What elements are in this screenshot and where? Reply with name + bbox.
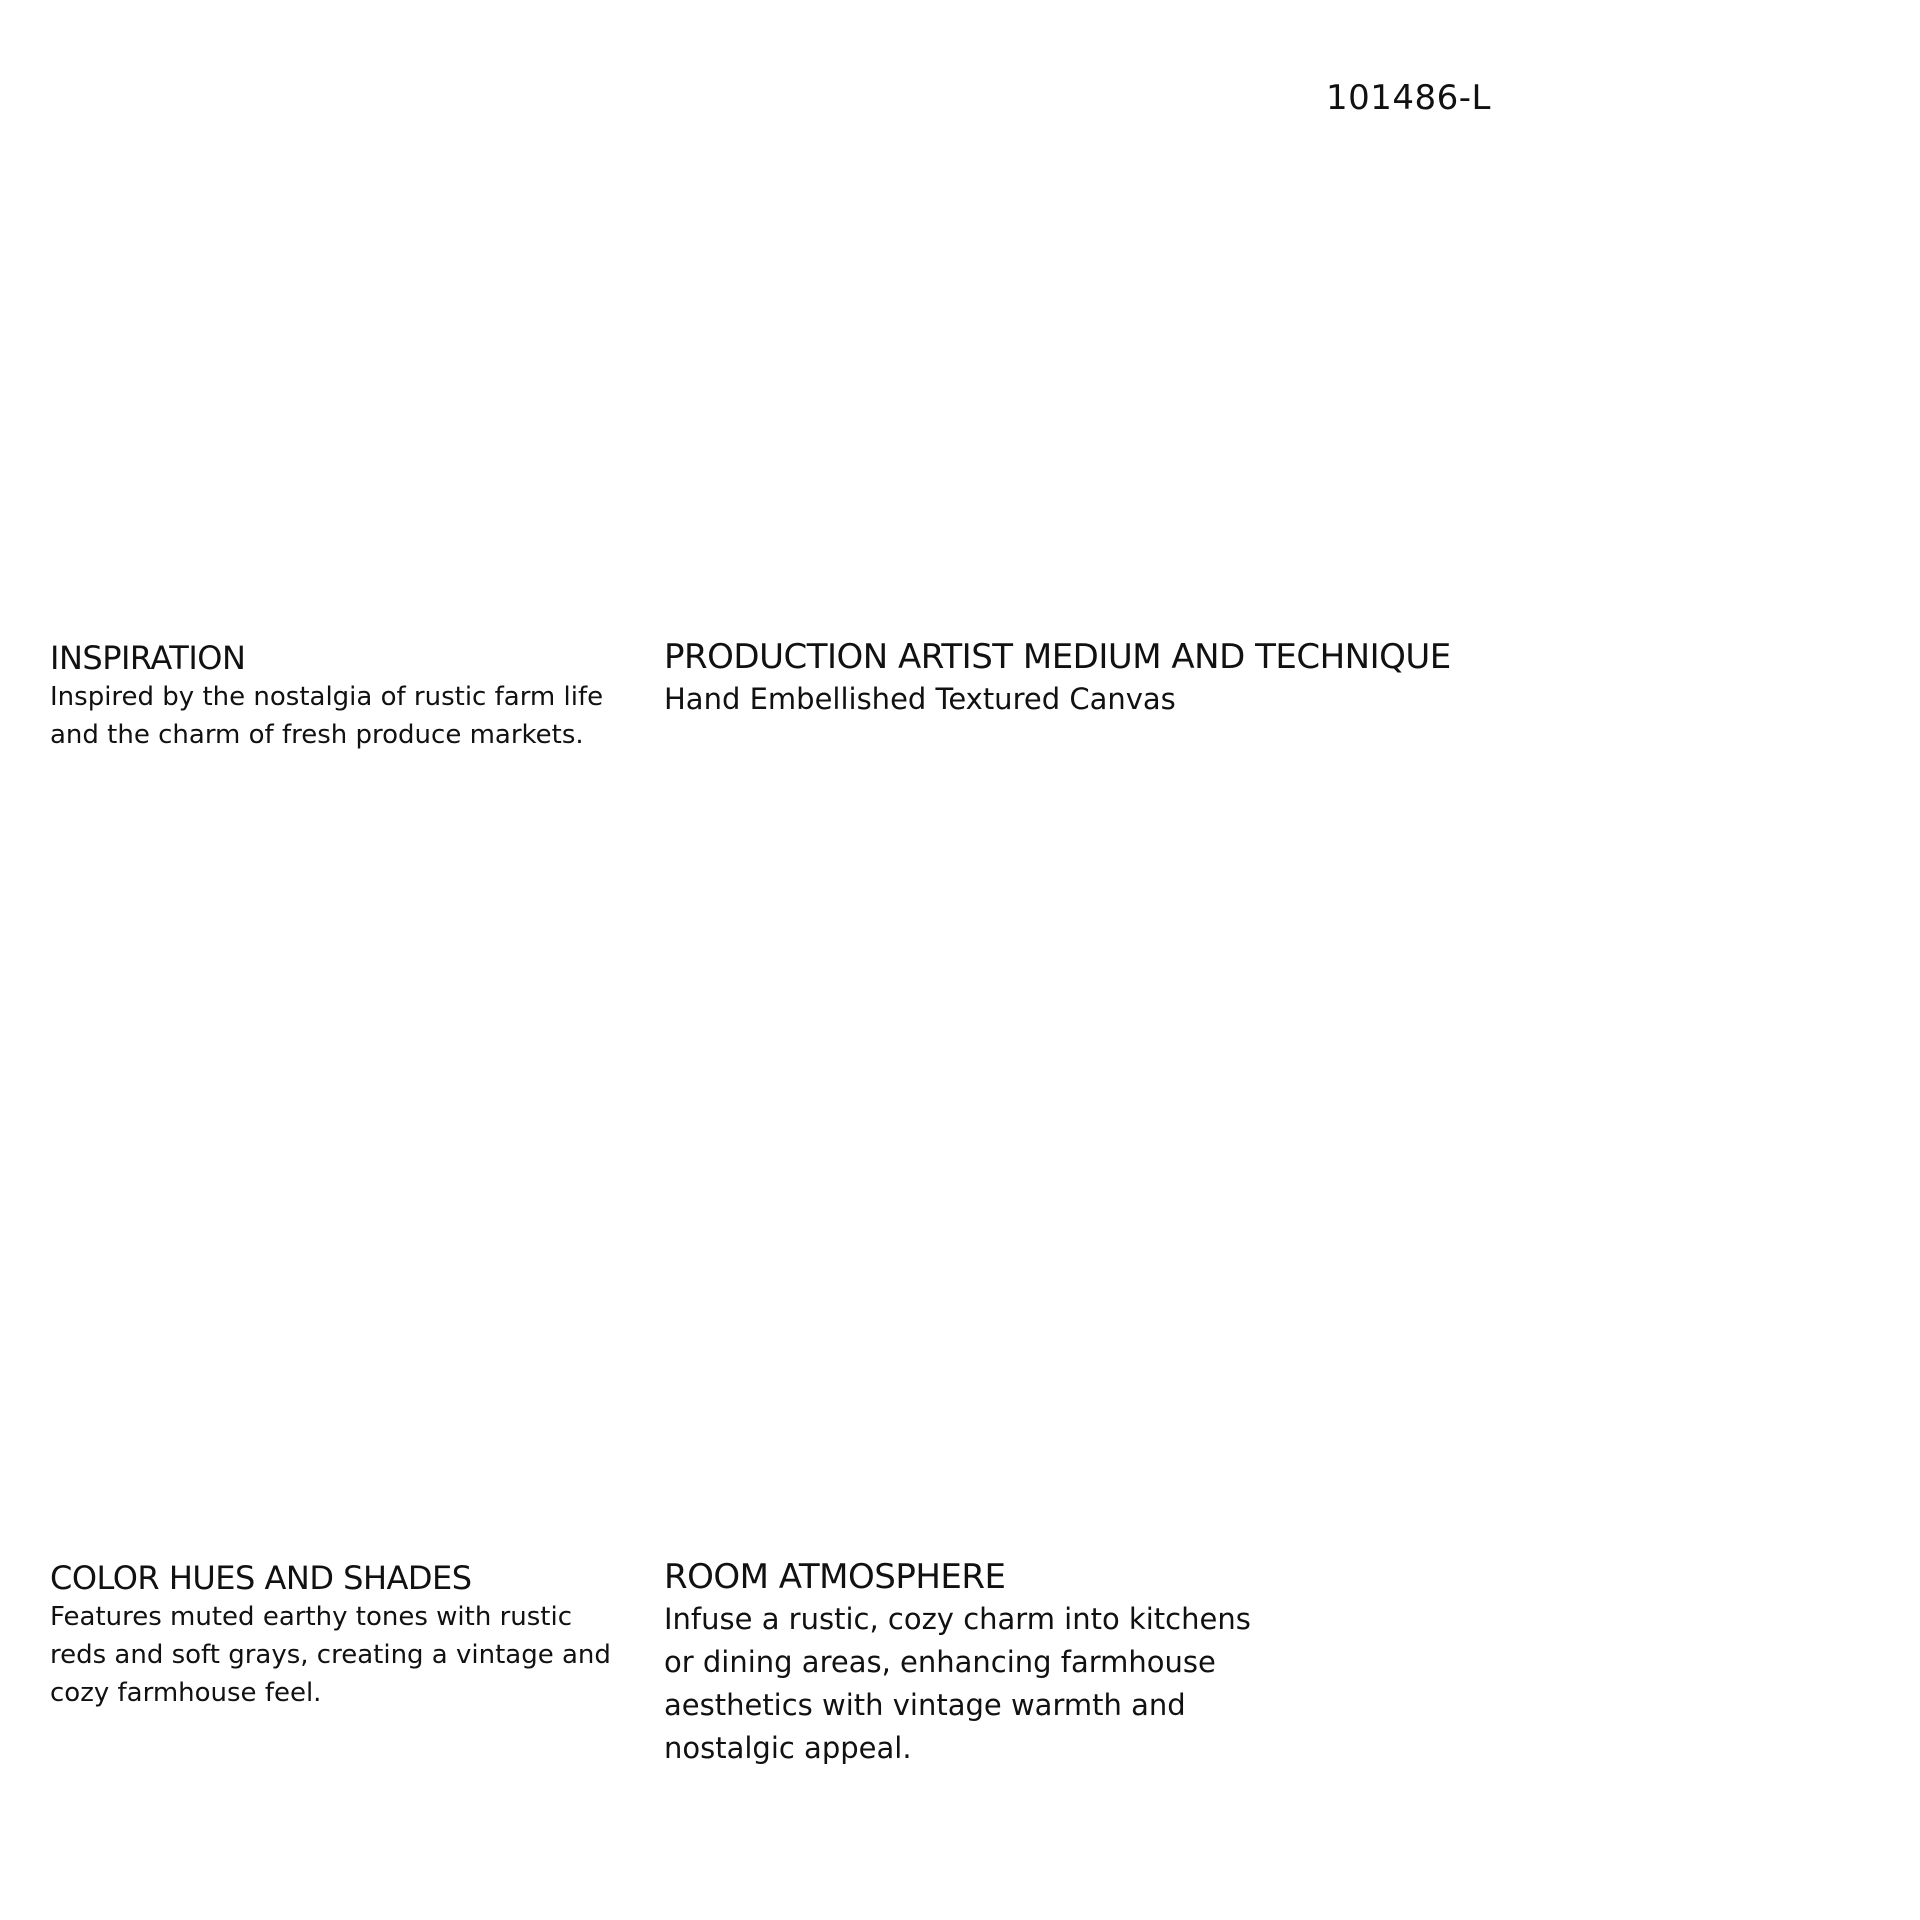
inspiration-text: Inspired by the nostalgia of rustic farm life and the charm of fresh produce markets. <box>50 682 604 750</box>
color-hues-section <box>50 1558 630 1712</box>
room-atmosphere-text: Infuse a rustic, cozy charm into kitchens or dining areas, enhancing farmhouse aesthetics with vintage warmth and nostalgic appeal. <box>664 1602 1251 1765</box>
room-atmosphere-section <box>664 1556 1284 1770</box>
production-section <box>664 636 1664 721</box>
inspiration-heading: INSPIRATION <box>50 639 246 677</box>
inspiration-section <box>50 638 610 754</box>
color-hues-text: Features muted earthy tones with rustic reds and soft grays, creating a vintage and cozy farmhouse feel. <box>50 1602 611 1708</box>
product-sku: 101486-L <box>1326 78 1492 118</box>
production-text: Hand Embellished Textured Canvas <box>664 682 1176 716</box>
room-atmosphere-heading: ROOM ATMOSPHERE <box>664 1557 1006 1597</box>
production-heading: PRODUCTION ARTIST MEDIUM AND TECHNIQUE <box>664 637 1451 677</box>
color-hues-heading: COLOR HUES AND SHADES <box>50 1559 472 1597</box>
